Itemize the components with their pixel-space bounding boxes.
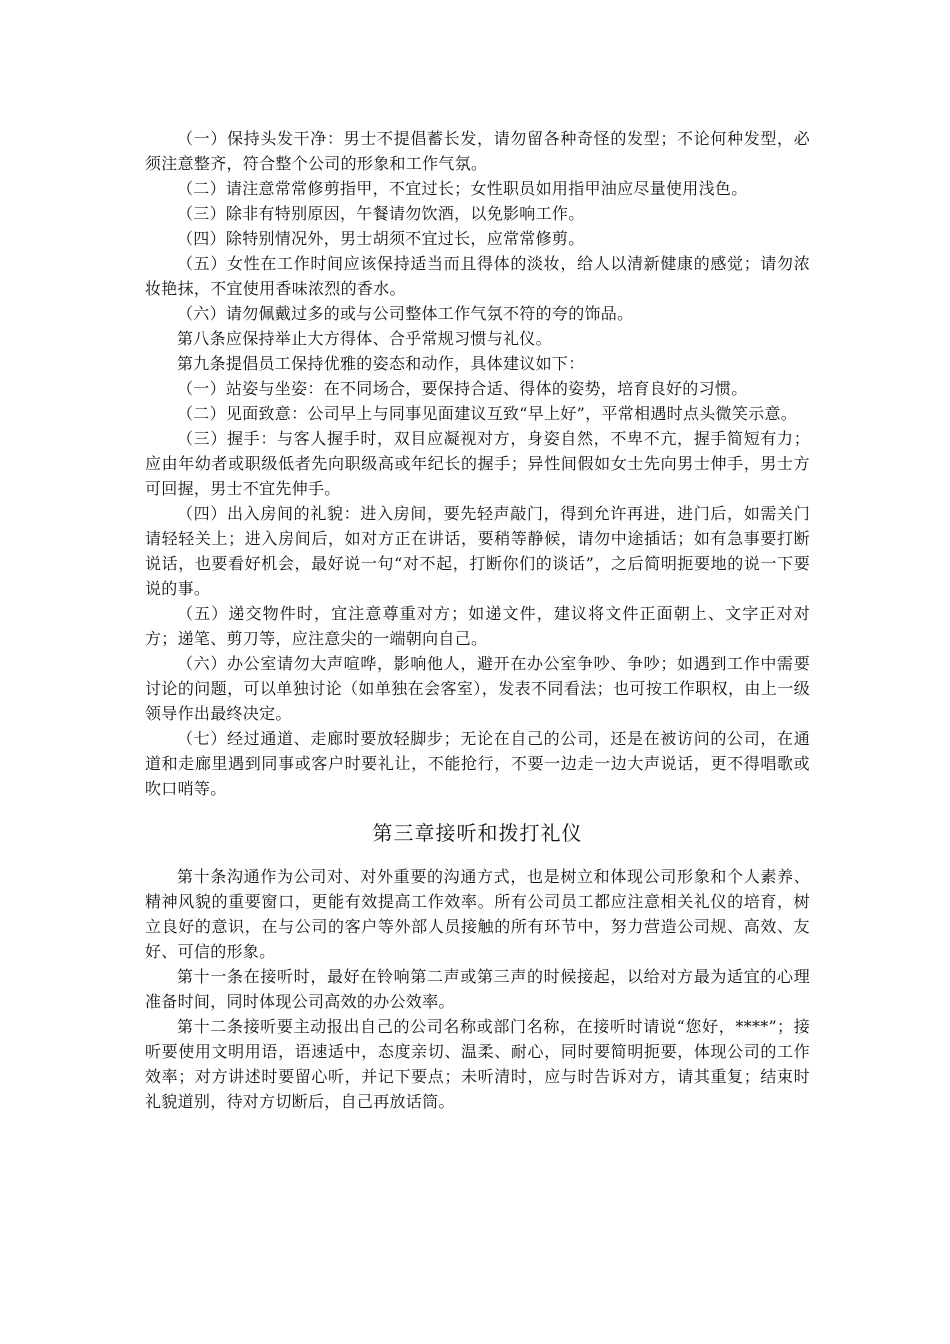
article-10: 第十条沟通作为公司对、对外重要的沟通方式，也是树立和体现公司形象和个人素养、精神风貌的重要窗口，更能有效提高工作效率。所有公司员工都应注意相关礼仪的培育，树立良好的意识，在与公司的客户等外部人员接触的所有环节中，努力营造公司规、高效、友好、可信的形象。 [145,867,810,961]
paragraph: （一）保持头发干净：男士不提倡蓄长发，请勿留各种奇怪的发型；不论何种发型，必须注意整齐，符合整个公司的形象和工作气氛。 [145,129,810,173]
chapter-heading: 第三章接听和拨打礼仪 [372,821,583,845]
article-12: 第十二条接听要主动报出自己的公司名称或部门名称，在接听时请说“您好，****”；接听要使用文明用语，语速适中，态度亲切、温柔、耐心，同时要简明扼要，体现公司的工作效率；对方讲述时要留心听，并记下要点；未听清时，应与时告诉对方，请其重复；结束时礼貌道别，待对方切断后，自己再放话筒。 [145,1017,810,1111]
paragraph: （五）递交物件时，宜注意尊重对方；如递文件，建议将文件正面朝上、文字正对对方；递笔、剪刀等，应注意尖的一端朝向自己。 [145,604,810,648]
paragraph: （四）除特别情况外，男士胡须不宜过长，应常常修剪。 [177,229,585,248]
article-11: 第十一条在接听时，最好在铃响第二声或第三声的时候接起，以给对方最为适宜的心理准备时间，同时体现公司高效的办公效率。 [145,967,810,1011]
article-9: 第九条提倡员工保持优雅的姿态和动作，具体建议如下： [177,354,585,373]
paragraph: （三）握手：与客人握手时，双目应凝视对方，身姿自然，不卑不亢，握手简短有力；应由年幼者或职级低者先向职级高或年纪长的握手；异性间假如女士先向男士伸手，男士方可回握，男士不宜先伸手。 [145,429,810,498]
paragraph: （二）请注意常常修剪指甲，不宜过长；女性职员如用指甲油应尽量使用浅色。 [177,179,748,198]
document-page [145,126,810,1114]
paragraph: （七）经过通道、走廊时要放轻脚步；无论在自己的公司，还是在被访问的公司，在通道和走廊里遇到同事或客户时要礼让，不能抢行，不要一边走一边大声说话，更不得唱歌或吹口哨等。 [145,729,810,798]
paragraph: （三）除非有特别原因，午餐请勿饮酒，以免影响工作。 [177,204,585,223]
paragraph: （四）出入房间的礼貌：进入房间，要先轻声敲门，得到允许再进，进门后，如需关门请轻轻关上；进入房间后，如对方正在讲话，要稍等静候，请勿中途插话；如有急事要打断说话，也要看好机会，最好说一句“对不起，打断你们的谈话”，之后简明扼要地的说一下要说的事。 [145,504,810,598]
paragraph: （六）请勿佩戴过多的或与公司整体工作气氛不符的夸的饰品。 [177,304,634,323]
paragraph: （一）站姿与坐姿：在不同场合，要保持合适、得体的姿势，培育良好的习惯。 [177,379,748,398]
paragraph: （六）办公室请勿大声喧哗，影响他人，避开在办公室争吵、争吵；如遇到工作中需要讨论的问题，可以单独讨论（如单独在会客室），发表不同看法；也可按工作职权，由上一级领导作出最终决定。 [145,654,810,723]
paragraph: （二）见面致意：公司早上与同事见面建议互致“早上好”，平常相遇时点头微笑示意。 [177,404,798,423]
paragraph: （五）女性在工作时间应该保持适当而且得体的淡妆，给人以清新健康的感觉；请勿浓妆艳抹，不宜使用香味浓烈的香水。 [145,254,810,298]
article-8: 第八条应保持举止大方得体、合乎常规习惯与礼仪。 [177,329,552,348]
